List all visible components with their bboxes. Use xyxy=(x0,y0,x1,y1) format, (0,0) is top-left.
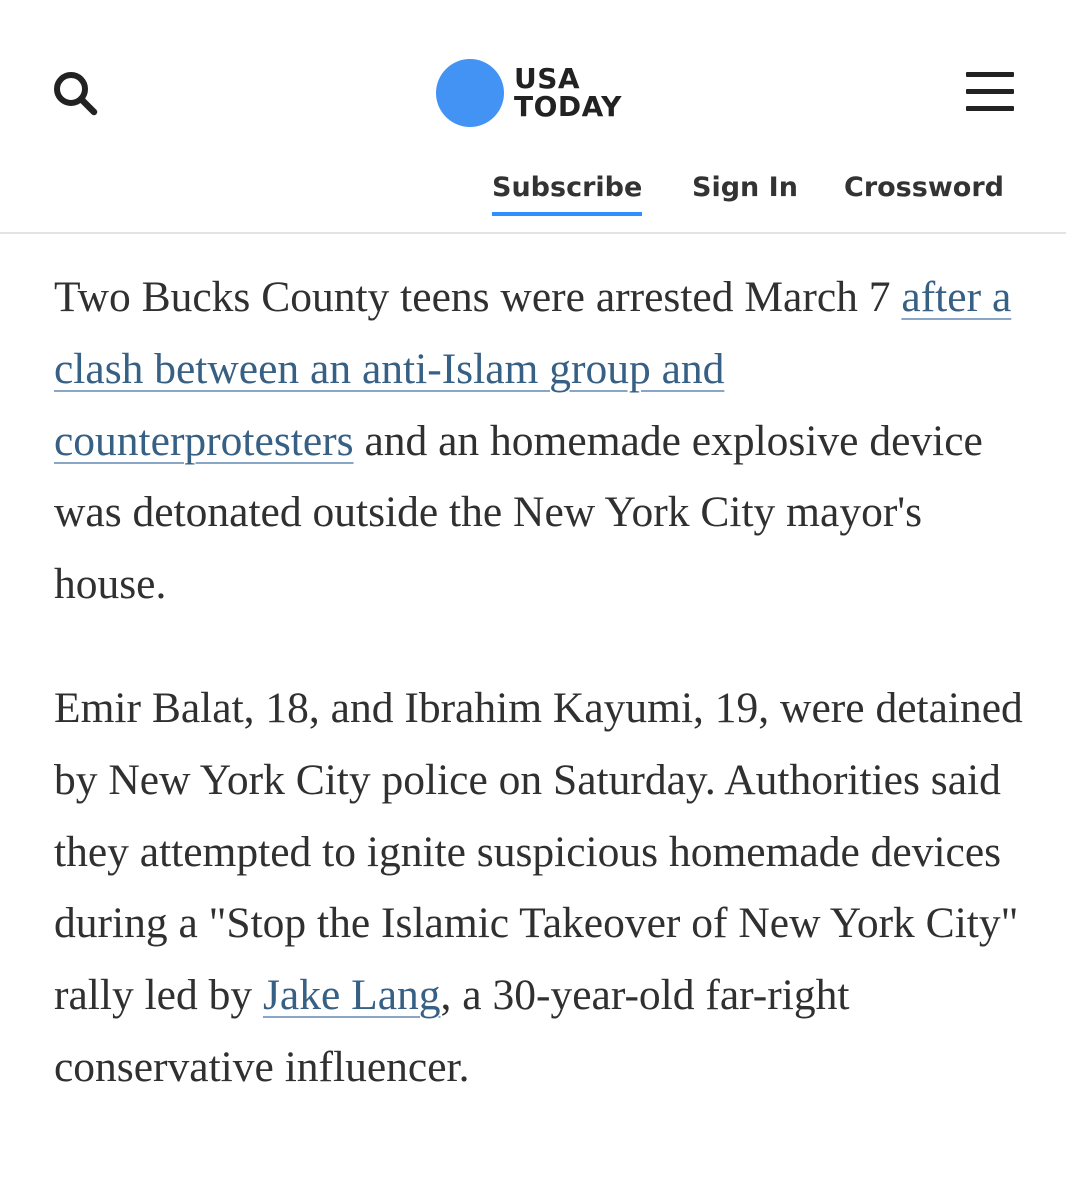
paragraph-text: Emir Balat, 18, and Ibrahim Kayumi, 19, were detained by New York City police on Saturday. Authorities said they attempted to ignite suspicious homemade devices during a "Stop the Islamic Takeover of New York City" rally led by xyxy=(54,683,1023,1020)
sign-in-link[interactable]: Sign In xyxy=(692,172,798,203)
logo-circle xyxy=(436,59,504,127)
paragraph-text: and an homemade explosive device was detonated outside the New York City mayor's house. xyxy=(54,416,983,609)
search-button[interactable] xyxy=(48,64,104,120)
article-body xyxy=(54,262,1029,1156)
usa-today-logo[interactable] xyxy=(436,58,622,128)
paragraph-text: , a 30-year-old far-right conservative influencer. xyxy=(54,971,850,1091)
paragraph-text: Two Bucks County teens were arrested March 7 xyxy=(54,273,902,321)
logo-line-2: TODAY xyxy=(514,90,622,123)
subscribe-link[interactable]: Subscribe xyxy=(492,168,642,216)
clash-article-link[interactable]: after a clash between an anti-Islam group and counterprotesters xyxy=(54,273,1012,465)
logo-wordmark xyxy=(514,62,622,123)
search-icon xyxy=(48,64,104,120)
article-paragraph-2 xyxy=(54,673,1029,1104)
article-paragraph-1 xyxy=(54,262,1029,621)
menu-button[interactable] xyxy=(962,68,1018,114)
logo-line-1: USA xyxy=(514,62,581,95)
crossword-link[interactable]: Crossword xyxy=(844,172,1004,203)
site-header xyxy=(0,0,1066,234)
jake-lang-link[interactable]: Jake Lang xyxy=(262,971,441,1020)
